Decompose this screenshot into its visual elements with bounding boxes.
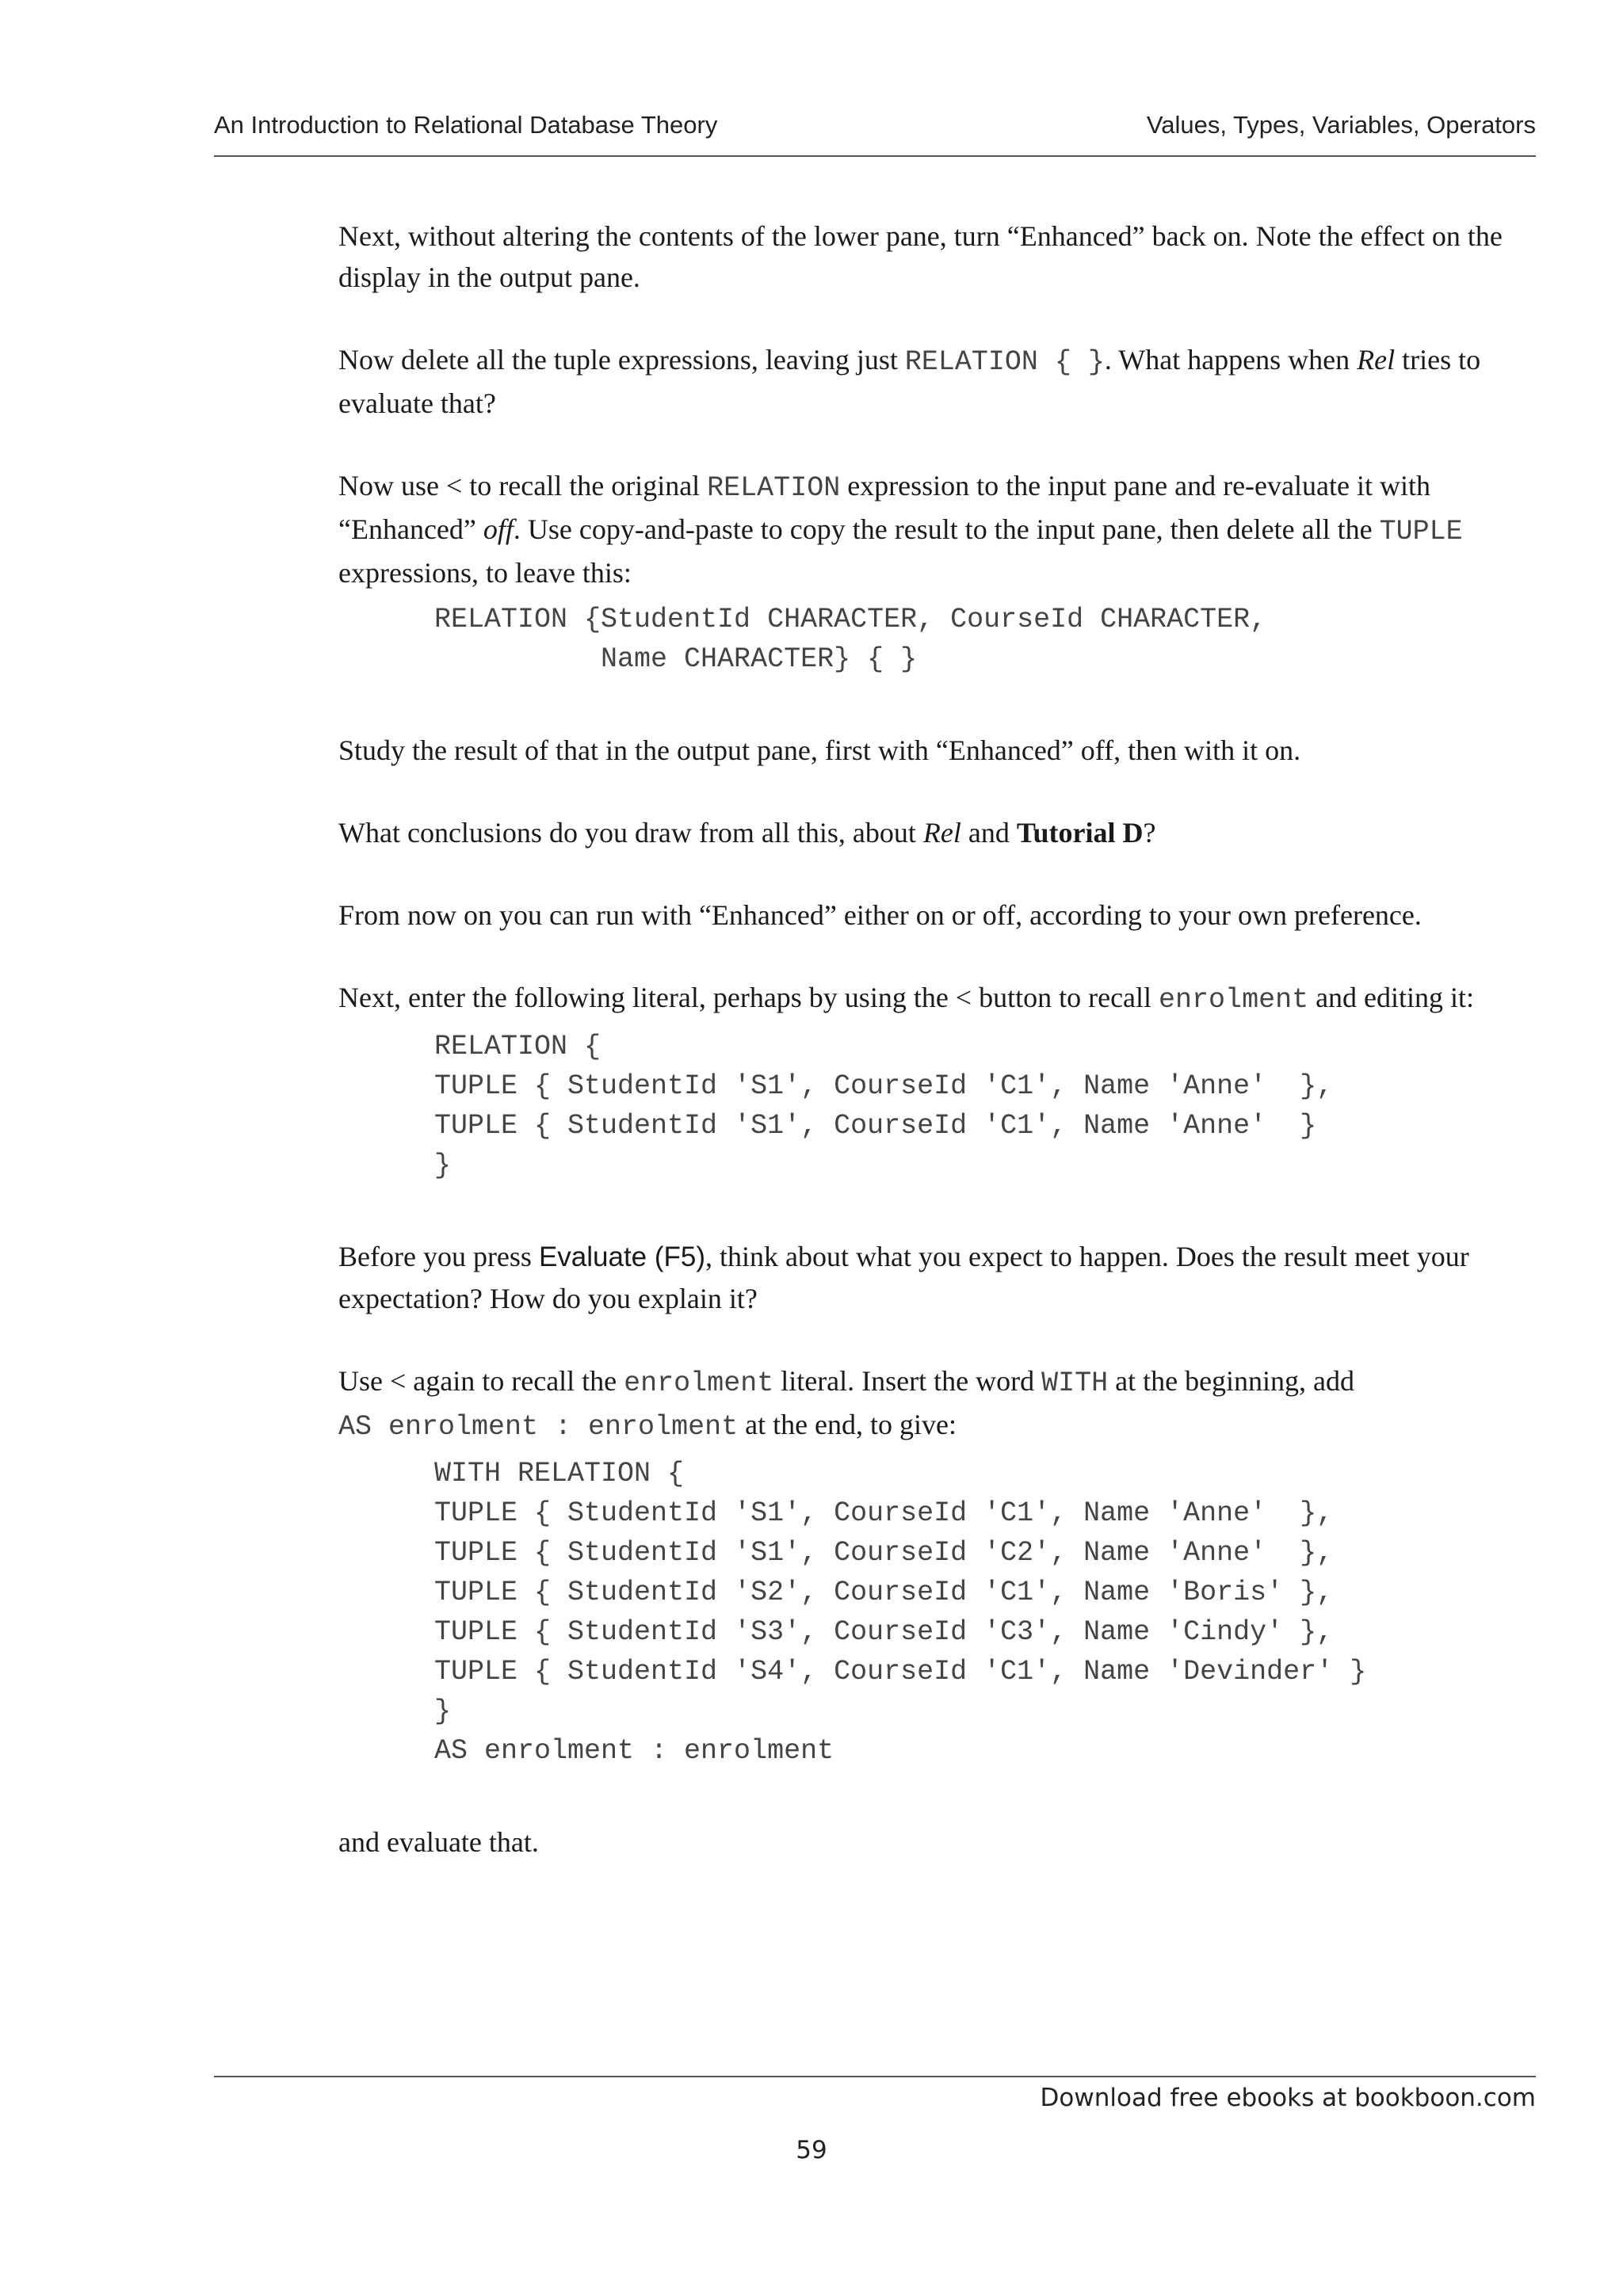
paragraph: Use < again to recall the enrolment literal. Insert the word WITH at the beginning, add AS enrolment : enrolment at the end, to give: — [338, 1365, 1355, 1443]
footer-link[interactable]: Download free ebooks at bookboon.com — [1040, 2084, 1536, 2112]
inline-code: RELATION { } — [904, 346, 1105, 378]
code-block: RELATION {StudentId CHARACTER, CourseId CHARACTER, Name CHARACTER} { } — [434, 604, 1267, 675]
chapter-title: Values, Types, Variables, Operators — [1146, 111, 1536, 139]
paragraph: From now on you can run with “Enhanced” either on or off, according to your own preference. — [338, 899, 1422, 931]
page-body — [338, 215, 1536, 1904]
book-title: An Introduction to Relational Database Theory — [214, 111, 718, 139]
emphasis: Rel — [1357, 344, 1396, 376]
code-block: WITH RELATION { TUPLE { StudentId 'S1', CourseId 'C1', Name 'Anne' }, TUPLE { StudentId 'S1', CourseId 'C2', Name 'Anne' }, TUPLE { StudentId 'S2', CourseId 'C1', Name 'Boris' }, TUPLE { StudentId 'S3', CourseId 'C3', Name 'Cindy' }, TUPLE { StudentId 'S4', CourseId 'C1', Name 'Devinder' } } AS enrolment : enrolment — [434, 1458, 1367, 1767]
code-block: RELATION { TUPLE { StudentId 'S1', CourseId 'C1', Name 'Anne' }, TUPLE { StudentId 'S1', CourseId 'C1', Name 'Anne' } } — [434, 1031, 1334, 1181]
inline-code: enrolment — [1159, 984, 1309, 1016]
paragraph: and evaluate that. — [338, 1826, 539, 1858]
running-header — [214, 111, 1536, 157]
inline-code: enrolment — [624, 1367, 774, 1399]
paragraph: What conclusions do you draw from all this, about Rel and Tutorial D? — [338, 817, 1156, 849]
inline-code: RELATION — [707, 472, 841, 504]
page-number: 59 — [796, 2136, 827, 2164]
inline-code: AS enrolment : enrolment — [338, 1411, 739, 1443]
inline-code: TUPLE — [1379, 516, 1463, 547]
emphasis: Rel — [922, 817, 961, 849]
button-reference: Evaluate (F5) — [538, 1241, 706, 1272]
bold-text: Tutorial D — [1016, 817, 1144, 849]
paragraph: Now delete all the tuple expressions, leaving just RELATION { }. What happens when Rel tries to evaluate that? — [338, 344, 1481, 419]
emphasis: off — [483, 513, 514, 545]
paragraph: Next, without altering the contents of the lower pane, turn “Enhanced” back on. Note the effect on the display in the output pane. — [338, 220, 1503, 293]
paragraph: Now use < to recall the original RELATION expression to the input pane and re-evaluate it with “Enhanced” off. Use copy-and-paste to copy the result to the input pane, then delete all the TUPLE expressions, to leave this: — [338, 470, 1463, 589]
inline-code: WITH — [1041, 1367, 1109, 1399]
footer-divider — [214, 2076, 1536, 2077]
paragraph: Before you press Evaluate (F5), think about what you expect to happen. Does the result meet your expectation? How do you explain it? — [338, 1241, 1469, 1314]
paragraph: Study the result of that in the output pane, first with “Enhanced” off, then with it on. — [338, 734, 1301, 766]
paragraph: Next, enter the following literal, perhaps by using the < button to recall enrolment and editing it: — [338, 982, 1475, 1016]
